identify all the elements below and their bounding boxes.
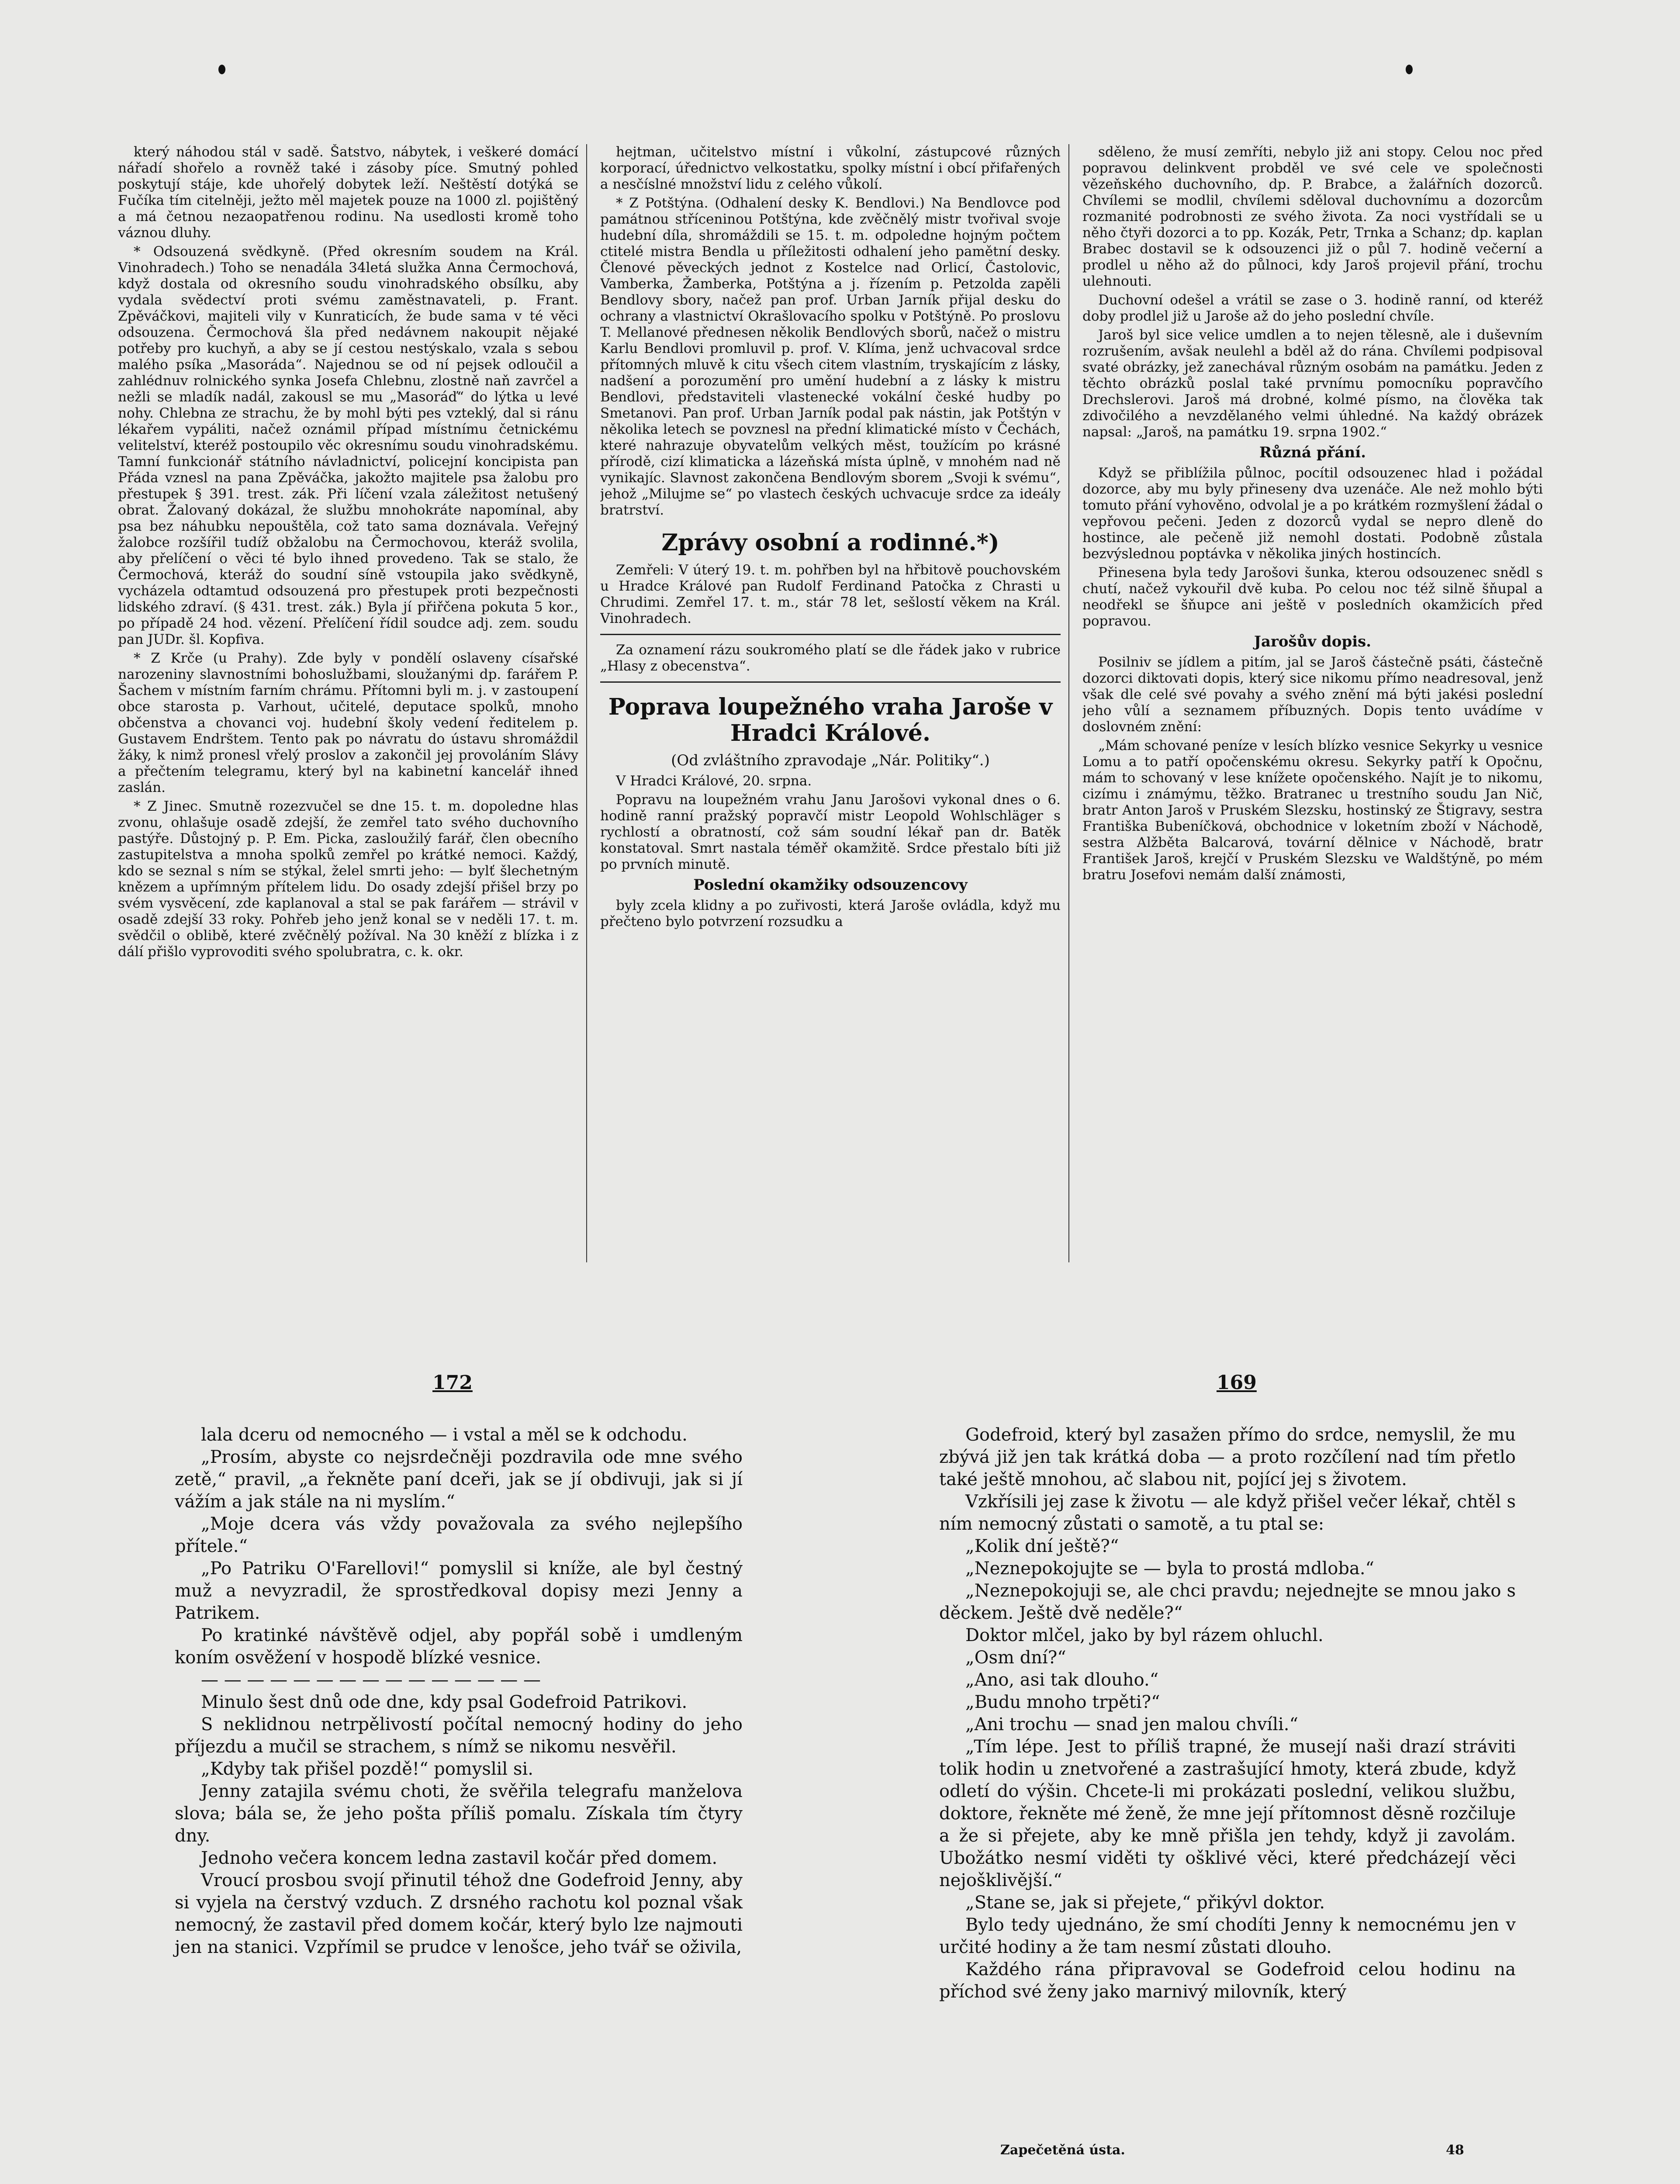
article-body: Posilniv se jídlem a pitím, jal se Jaroš částečně psáti, částečně dozorci diktovati dopis, který sice nikomu přímo neadresoval, jenž však dle celé své povahy a svého znění má býti jakési poslední jeho vůlí a seznamem příbuzných. Dopis tento uvádíme v doslovném znění: [1082, 654, 1543, 735]
book-page-left [175, 1424, 743, 1959]
obituary: Zemřeli: V úterý 19. t. m. pohřben byl na hřbitově pouchovském u Hradce Králové pan Rudolf Ferdinand Patočka z Chrasti u Chrudimi. Zemřel 17. t. m., stár 78 let, sešlostí věkem na Král. Vinohradech. [600, 562, 1061, 626]
book-paragraph: Po kratinké návštěvě odjel, aby popřál sobě i umdleným koním osvěžení v hospodě blízké vesnice. [175, 1625, 743, 1668]
article-body: sděleno, že musí zemříti, nebylo již ani stopy. Celou noc před popravou delinkvent probděl ve své cele ve společnosti vězeňského duchovního, dp. P. Brabce, a žalářních dozorců. Chvílemi se modlil, chvílemi sděloval duchovnímu a dozorcům rozmanité podrobnosti ze svého života. Za noci vystřídali se u něho čtyři dozorci a to pp. Kozák, Petr, Trnka a Schanz; dp. kaplan Brabec dostavil se k odsouzenci již o půl 7. hodině večerní a prodlel u něho až do půlnoci, kdy Jaroš projevil přání, trochu ulehnouti. [1082, 144, 1543, 289]
article-paragraph: * Z Jinec. Smutně rozezvučel se dne 15. t. m. dopoledne hlas zvonu, ohlašuje osadě zdejší, že zemřel tato svého duchovního pastýře. Důstojný p. P. Em. Picka, zasloužilý farář, člen obecního zastupitelstva a mnoha spolků zemřel po krátké nemoci. Každý, kdo se seznal s ním se stýkal, želel smrti jeho: — bylť šlechetným knězem a upřímným přítelem lidu. Do osady zdejší přišel brzy po svém vysvěcení, zde kaplanoval a stal se pak farářem — strávil v osadě zdejší 33 roky. Pohřeb jeho jenž konal se v neděli 17. t. m. svědčil o oblibě, které zvěčnělý požíval. Na 30 kněží z blízka i z dálí přišlo vyprovoditi svého spolubratra, c. k. okr. [118, 798, 578, 960]
book-paragraph: „Prosím, abyste co nejsrdečněji pozdravila ode mne svého zetě,“ pravil, „a řekněte paní dceři, jak se jí obdivuji, jak si jí vážím a jak stále na ni myslím.“ [175, 1447, 743, 1512]
subheading: Jarošův dopis. [1254, 633, 1372, 650]
book-paragraph: „Ani trochu — snad jen malou chvíli.“ [965, 1714, 1298, 1735]
article-source: (Od zvláštního zpravodaje „Nár. Politiky“.) [671, 752, 990, 769]
book-paragraph: Doktor mlčel, jako by byl rázem ohluchl. [965, 1625, 1324, 1645]
article-body: Jaroš byl sice velice umdlen a to nejen tělesně, ale i duševním rozrušením, avšak neulehl a bděl až do rána. Chvílemi podpisoval svaté obrázky, jež zanechával různým osobám na památku. Jeden z těchto obrázků poslal také prvnímu pomocníku popravčího Drechslerovi. Jaroš má drobné, kolmé písmo, na člověka tak zdivočilého a nevzdělaného velmi úhledné. Na každý obrázek napsal: „Jaroš, na památku 19. srpna 1902.“ [1082, 327, 1543, 440]
article-body: Popravu na loupežném vrahu Janu Jarošovi vykonal dnes o 6. hodině ranní pražský popravčí mistr Leopold Wohlschläger s rychlostí a obratností, což sám soudní lékař pan dr. Batěk konstatoval. Smrt nastala téměř okamžitě. Srdce přestalo bíti již po prvních minutě. [600, 792, 1061, 872]
article-potstyn: * Z Potštýna. (Odhalení desky K. Bendlovi.) Na Bendlovce pod památnou stříceninou Potštýna, kde zvěčnělý mistr tvořival svoje hudební díla, shromáždili se 15. t. m. odpoledne hojným počtem ctitelé mistra Bendla u příležitosti odhalení jeho pamětní desky. Členové pěveckých jednot z Kostelce nad Orlicí, Častolovic, Vamberka, Žamberka, Potštýna a j. řízením p. Petzolda zapěli Bendlovy sbory, načež pan prof. Urban Jarník přijal desku do ochrany a vlastnictví Okrašlovacího spolku v Potštýně. Po proslovu T. Mellanové přednesen několik Bendlových sborů, načež o mistru Karlu Bendlovi promluvil p. prof. V. Klíma, jenž uchvacoval srdce přítomných mluvě k citu všech citem vlastním, tryskajícím z lásky, nadšení a porozumění pro umění hudební a z lásky k mistru Bendlovi, představiteli vlastenecké vokální české hudby po Smetanovi. Pan prof. Urban Jarník podal pak nástin, jak Potštýn v několika letech se povznesl na přední klimatické místo v Čechách, které nahrazuje obyvatelům velkých měst, toužícím po krásné přírodě, cizí klimaticka a lázeňská místa úplně, v mnohém nad ně vynikajíc. Slavnost zakončena Bendlovým sborem „Svoji k svému“, jehož „Milujme se“ po vlastech českých uchvacuje srdce za ideály bratrství. [600, 195, 1061, 518]
book-paragraph: „Moje dcera vás vždy považovala za svého nejlepšího přítele.“ [175, 1514, 743, 1556]
article-text: hejtman, učitelstvo místní i vůkolní, zástupcové různých korporací, úřednictvo velkostatku, spolky místní i obcí přifařených a nesčíslné množství lidu z celého vůkolí. [600, 144, 1061, 192]
book-paragraph: „Stane se, jak si přejete,“ přikývl doktor. [965, 1893, 1325, 1913]
punch-hole-right [1406, 65, 1413, 74]
article-body: Duchovní odešel a vrátil se zase o 3. hodině ranní, od kteréž doby prodlel již u Jaroše až do jeho poslední chvíle. [1082, 292, 1543, 324]
section-heading-personal: Zprávy osobní a rodinné.*) [661, 529, 999, 556]
article-headline: Poprava loupežného vraha Jaroše v Hradci Králové. [608, 694, 1053, 746]
subheading: Poslední okamžiky odsouzencovy [693, 876, 968, 894]
dateline: V Hradci Králové, 20. srpna. [616, 773, 812, 789]
column-3 [1082, 144, 1551, 1262]
book-paragraph: Vzkřísili jej zase k životu — ale když přišel večer lékař, chtěl s ním nemocný zůstati o samotě, a tu ptal se: [939, 1492, 1516, 1534]
book-paragraph: Godefroid, který byl zasažen přímo do srdce, nemyslil, že mu zbývá již jen tak krátká doba — a proto rozčílení nad tím přetlo také ještě mnohou, ač slabou nit, pojící jej s životem. [939, 1425, 1516, 1489]
page-number-left: 172 [432, 1372, 473, 1394]
book-paragraph: „Po Patriku O'Farellovi!“ pomyslil si kníže, ale byl čestný muž a nevyzradil, že sprostředkoval dopisy mezi Jenny a Patrikem. [175, 1559, 743, 1623]
book-paragraph: Každého rána připravoval se Godefroid celou hodinu na příchod své ženy jako marnivý milovník, který [939, 1959, 1516, 2002]
newspaper-clipping [118, 144, 1551, 1262]
book-paragraph: „Ano, asi tak dlouho.“ [965, 1670, 1159, 1690]
book-page-right [939, 1424, 1516, 2003]
article-body: „Mám schované peníze v lesích blízko vesnice Sekyrky u vesnice Lomu a to patří opočenskému okresu. Sekyrky patří k Opočnu, mám to schovaný v lese knížete opočenského. Najít je to nikomu, cizímu i známýmu, těžko. Bratranec u trestního soudu Jan Nič, bratr Anton Jaroš v Pruském Slezsku, hostinský ze Štigravy, sestra Františka Bubeníčková, obchodnice v loketním zboží v Náchodě, sestra Alžběta Balcarová, tovární dělnice v Náchodě, bratr František Jaroš, krejčí v Pruském Slezsku ve Waldštýně, po mém bratru Josefovi nemám další známosti, [1082, 738, 1543, 883]
article-body: byly zcela klidny a po zuřivosti, která Jaroše ovládla, když mu přečteno bylo potvrzení rozsudku a [600, 898, 1061, 930]
book-paragraph: lala dceru od nemocného — i vstal a měl se k odchodu. [201, 1425, 688, 1445]
page-number-right: 169 [1217, 1372, 1257, 1394]
punch-hole-left [218, 65, 225, 74]
divider [600, 634, 1061, 635]
signature-number: 48 [1446, 2143, 1464, 2158]
book-paragraph: „Neznepokojuji se, ale chci pravdu; nejednejte se mnou jako s děckem. Ještě dvě neděle?“ [939, 1581, 1516, 1623]
book-paragraph: Jednoho večera koncem ledna zastavil kočár před domem. [201, 1848, 718, 1868]
divider [600, 681, 1061, 683]
notice: Za oznamení rázu soukromého platí se dle řádek jako v rubrice „Hlasy z obecenstva“. [600, 642, 1061, 674]
book-paragraph: „Budu mnoho trpěti?“ [965, 1692, 1160, 1712]
column-1 [118, 144, 587, 1262]
article-paragraph: * Odsouzená svědkyně. (Před okresním soudem na Král. Vinohradech.) Toho se nenadála 34letá služka Anna Čermochová, když dostala od okresního soudu vinohradského obsílku, aby vydala svědectví proti svému zaměstnavateli, p. Frant. Zpěváčkovi, majiteli vily v Kunraticích, že bude sama v té věci odsouzena. Čermochová šla před nedávnem nakoupit nějaké potřeby pro kuchyň, a aby se jí cestou nestýskalo, vzala s sebou malého psíka „Masoráda“. Najednou se od ní pejsek odloučil a zahlédnuv rolnického synka Josefa Chlebnu, zlostně naň zavrčel a nežli se mladík nadál, zakousl se mu „Masoráď“ do lýtka u levé nohy. Chlebna ze strachu, že by mohl býti pes vzteklý, dal si ránu lékařem vypáliti, načež oznámil případ místnímu četnickému velitelství, kteréž postoupilo věc okresnímu soudu vinohradskému. Tamní funkcionář státního návladnictví, policejní koncipista pan Přáda vznesl na pana Zpěváčka, jakožto majitele psa žalobu pro přestupek § 391. trest. zák. Při líčení vzala záležitost netušený obrat. Žalovaný dokázal, že službu mnohokráte napomínal, aby psa bez náhubku nepouštěla, což tato sama doznávala. Veřejný žalobce rozšířil tudíž obžalobu na Čermochovou, kteráž svolila, aby přelíčení o věci té bylo ihned provedeno. Tak se stalo, že Čermochová, kteráž do soudní síně vstoupila jako svědkyně, vycházela odtamtud odsouzená pro přestupek proti bezpečnosti lidského zdraví. (§ 431. trest. zák.) Byla jí přiřčena pokuta 5 kor., po případě 24 hod. vězení. Přelíčení řídil soudce adj. zem. soudu pan JUDr. šl. Kopfiva. [118, 244, 578, 647]
book-paragraph: S neklidnou netrpělivostí počítal nemocný hodiny do jeho příjezdu a mučil se strachem, s nímž se nikomu nesvěřil. [175, 1714, 743, 1757]
book-paragraph: — — — — — — — — — — — — — — — [201, 1670, 541, 1690]
book-paragraph: Jenny zatajila svému choti, že svěřila telegrafu manželova slova; bála se, že jeho pošta příliš pomalu. Získala tím čtyry dny. [175, 1781, 743, 1846]
book-paragraph: Minulo šest dnů ode dne, kdy psal Godefroid Patrikovi. [201, 1692, 688, 1712]
article-body: Přinesena byla tedy Jarošovi šunka, kterou odsouzenec snědl s chutí, načež vykouřil dvě kuba. Po celou noc též silně šňupal a neodřekl se šňupce ani ještě v posledních okamžicích před popravou. [1082, 565, 1543, 629]
book-paragraph: „Tím lépe. Jest to příliš trapné, že musejí naši drazí stráviti tolik hodin u znetvořené a zastrašující hmoty, která zbude, když odletí do výšin. Chcete-li mi prokázati poslední, velikou službu, doktore, řekněte mé ženě, že mne její přítomnost děsně rozčiluje a že si přejete, aby ke mně přišla jen tehdy, když ji zavolám. Ubožátko nesmí viděti ty ošklivé věci, které předcházejí věci nejošklivější.“ [939, 1737, 1516, 1890]
article-paragraph: který náhodou stál v sadě. Šatstvo, nábytek, i veškeré domácí nářadí shořelo a rovněž také i zásoby píce. Smutný pohled poskytují stáje, kde uhořelý dobytek leží. Neštěstí dotýká se Fučíka tím citelněji, ježto měl majetek pouze na 1000 zl. pojištěný a má četnou nezaopatřenou rodinu. Na usedlosti kromě toho váznou dluhy. [118, 144, 578, 241]
article-paragraph: * Z Krče (u Prahy). Zde byly v pondělí oslaveny císařské narozeniny slavnostními bohoslužbami, sloužanými dp. farářem P. Šachem v místním farním chrámu. Přítomni byli m. j. v zastoupení obce starosta p. Varhout, učitelé, deputace spolků, mnoho občenstva a chovanci voj. hudební školy vedení ředitelem p. Gustavem Endrštem. Tento pak po návratu do ústavu shromáždil žáky, k nimž pronesl vřelý proslov a zakončil jej provoláním Slávy a přečtením telegramu, který byl na kabinetní kancelář ihned zaslán. [118, 650, 578, 795]
book-paragraph: „Neznepokojujte se — byla to prostá mdloba.“ [965, 1559, 1374, 1579]
column-2 [600, 144, 1069, 1262]
book-paragraph: Bylo tedy ujednáno, že smí chodíti Jenny k nemocnému jen v určité hodiny a že tam nesmí zůstati dlouho. [939, 1915, 1516, 1957]
book-paragraph: „Kdyby tak přišel pozdě!“ pomyslil si. [201, 1759, 533, 1779]
article-body: Když se přiblížila půlnoc, pocítil odsouzenec hlad i požádal dozorce, aby mu byly přineseny dva uzenáče. Ale než mohlo býti tomuto přání vyhověno, odvolal je a po krátkém rozmyšlení žádal o vepřovou pečeni. Jeden z dozorců vydal se nepro dleně do hostince, ale pečeně již nemohl dostati. Podobně zůstala bezvýslednou poptávka v několika jiných hostincích. [1082, 465, 1543, 562]
running-footer-title: Zapečetěná ústa. [1000, 2143, 1125, 2158]
book-paragraph: „Osm dní?“ [965, 1648, 1066, 1668]
book-paragraph: Vroucí prosbou svojí přinutil téhož dne Godefroid Jenny, aby si vyjela na čerstvý vzduch. Z drsného rachotu kol poznal však nemocný, že zastavil před domem kočár, který bylo lze najmouti jen na stanici. Vzpřímil se prudce v lenošce, jeho tvář se oživila, [175, 1870, 743, 1957]
book-paragraph: „Kolik dní ještě?“ [965, 1536, 1119, 1556]
subheading: Různá přání. [1259, 444, 1366, 461]
